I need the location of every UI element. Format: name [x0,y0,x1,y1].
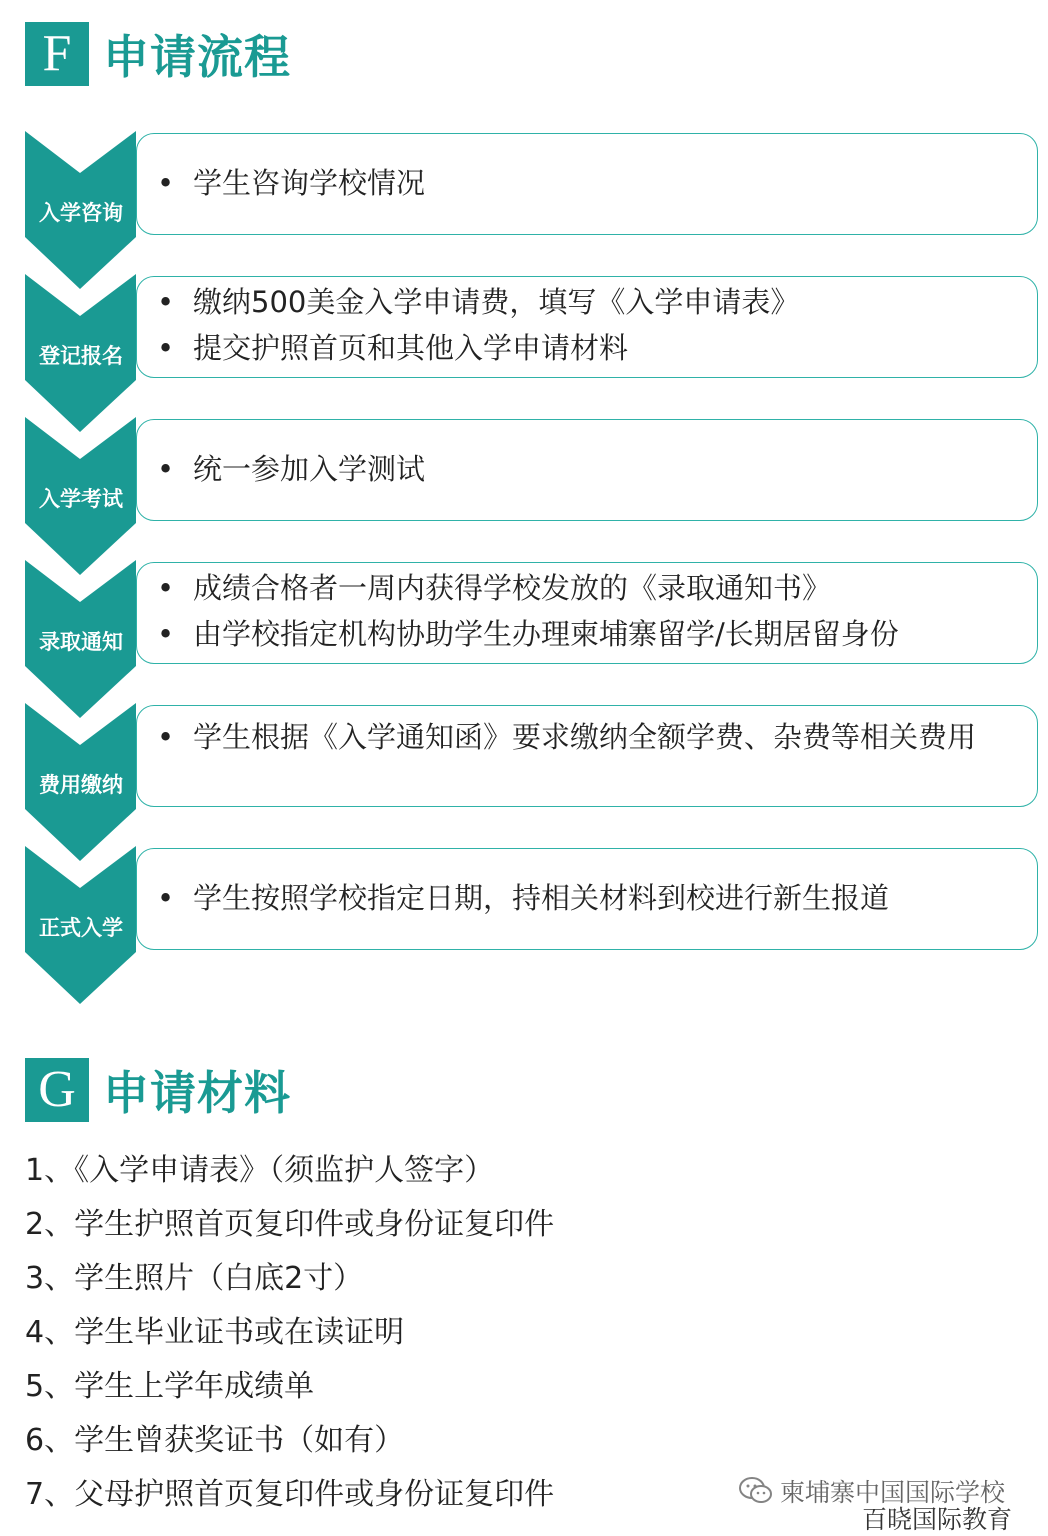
step-bullet-text: 学生根据《入学通知函》要求缴纳全额学费、杂费等相关费用 [193,720,977,754]
materials-list [25,1148,554,1526]
step-box [136,419,1038,521]
step-bullet [157,166,425,200]
step-box [136,705,1038,807]
section-g-letter: G [25,1058,89,1122]
material-item: 4、学生毕业证书或在读证明 [25,1315,405,1350]
wechat-icon [738,1476,774,1506]
step-box [136,276,1038,378]
bullet-dot: • [157,166,175,200]
bullet-dot: • [157,571,175,605]
step-bullet-text: 由学校指定机构协助学生办理柬埔寨留学/长期居留身份 [193,617,899,651]
watermark-line1: 柬埔寨中国国际学校 [780,1478,1006,1507]
section-f-letter: F [25,22,89,86]
material-item: 1、《入学申请表》（须监护人签字） [25,1153,495,1188]
section-g-title: 申请材料 [103,1066,291,1120]
step-label: 正式入学 [39,916,123,940]
material-item: 3、学生照片（白底2寸） [25,1261,364,1296]
step-label: 登记报名 [39,344,123,368]
step-label: 入学咨询 [39,201,123,225]
section-g-header [25,1058,291,1122]
step-bullet [157,617,899,651]
step-label: 录取通知 [39,630,123,654]
material-item: 6、学生曾获奖证书（如有） [25,1423,405,1458]
step-bullet-text: 提交护照首页和其他入学申请材料 [193,331,629,365]
bullet-dot: • [157,881,175,915]
bullet-dot: • [157,285,175,319]
step-bullet-text: 统一参加入学测试 [193,452,426,486]
step-box [136,562,1038,664]
step-bullet-text: 成绩合格者一周内获得学校发放的《录取通知书》 [193,571,832,605]
bullet-dot: • [157,617,175,651]
watermark-line2: 百晓国际教育 [862,1505,1013,1534]
material-item: 5、学生上学年成绩单 [25,1369,315,1404]
material-item: 7、父母护照首页复印件或身份证复印件 [25,1477,555,1512]
step-bullet [157,881,889,915]
step-box [136,133,1038,235]
bullet-dot: • [157,452,175,486]
step-bullet [157,331,628,365]
step-label: 费用缴纳 [39,773,123,797]
material-item: 2、学生护照首页复印件或身份证复印件 [25,1207,555,1242]
step-bullet [157,452,425,486]
step-bullet-text: 缴纳500美金入学申请费，填写《入学申请表》 [193,285,800,319]
bullet-dot: • [157,331,175,365]
step-bullet [157,720,1017,754]
step-label: 入学考试 [39,487,123,511]
step-bullet-text: 学生按照学校指定日期，持相关材料到校进行新生报道 [193,881,890,915]
bullet-dot: • [157,720,175,754]
section-f-title: 申请流程 [103,30,291,84]
step-bullet-text: 学生咨询学校情况 [193,166,426,200]
step-box [136,848,1038,950]
step-bullet [157,285,799,319]
step-bullet [157,571,831,605]
